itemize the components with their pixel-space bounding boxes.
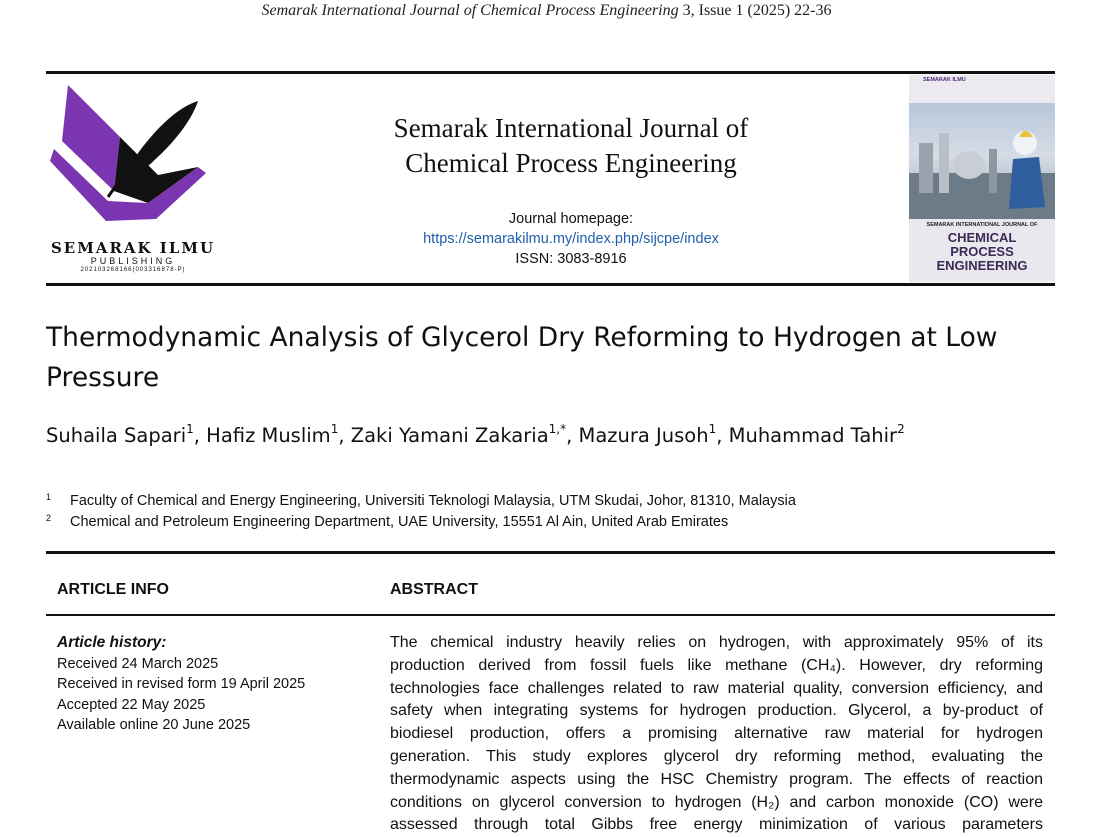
masthead-bottom-rule xyxy=(46,283,1055,286)
author-sep: , xyxy=(338,424,351,447)
abstract-heading: ABSTRACT xyxy=(390,581,478,598)
journal-title-line2: Chemical Process Engineering xyxy=(405,148,737,178)
author-sep: , xyxy=(716,424,729,447)
history-entry: Received in revised form 19 April 2025 xyxy=(57,676,306,692)
masthead-top-rule xyxy=(46,71,1055,74)
article-history-label: Article history: xyxy=(57,634,167,651)
journal-title xyxy=(346,111,796,181)
author-affil-mark: 1,* xyxy=(548,422,567,436)
author-sep: , xyxy=(566,424,579,447)
publisher-sub: PUBLISHING xyxy=(90,256,176,266)
affiliation xyxy=(46,492,796,509)
cover-title-line1: CHEMICAL xyxy=(947,230,1017,245)
author-affil-mark: 1 xyxy=(186,422,194,436)
cover-title-line3: ENGINEERING xyxy=(936,258,1028,273)
affiliation-text: Faculty of Chemical and Energy Engineering, Universiti Teknologi Malaysia, UTM Skudai, Johor, 81310, Malaysia xyxy=(70,493,796,509)
article-history xyxy=(57,633,347,736)
running-head-citation: 3, Issue 1 (2025) 22-36 xyxy=(678,2,832,19)
affiliation-number: 1 xyxy=(46,492,52,502)
homepage-link[interactable]: https://semarakilmu.my/index.php/sijcpe/index xyxy=(423,231,719,247)
author-name: Mazura Jusoh xyxy=(578,424,709,447)
homepage-label: Journal homepage: xyxy=(508,211,634,227)
publisher-logo xyxy=(48,79,218,279)
author-affil-mark: 1 xyxy=(708,422,717,436)
affiliation xyxy=(46,513,728,530)
refinery-photo-icon xyxy=(909,103,1055,219)
abstract-line: assessed through total Gibbs free energy minimization of various parameters xyxy=(390,816,1043,834)
author-list xyxy=(46,424,905,447)
section-header-rule xyxy=(46,614,1055,616)
section-top-rule xyxy=(46,551,1055,554)
author-affil-mark: 1 xyxy=(330,422,339,436)
abstract-line: production derived from fossil fuels like methane (CH₄). However, dry reforming xyxy=(390,656,1043,674)
paper-title-line1: Thermodynamic Analysis of Glycerol Dry Reforming to Hydrogen at Low xyxy=(46,322,998,353)
abstract-line: generation. This study explores glycerol dry reforming method, evaluating the xyxy=(390,747,1043,765)
history-entry: Available online 20 June 2025 xyxy=(57,717,251,733)
journal-info xyxy=(346,209,796,269)
cover-title xyxy=(909,231,1055,273)
abstract-line: conditions on glycerol conversion to hydrogen (H₂) and carbon monoxide (CO) were xyxy=(390,793,1043,811)
issn: ISSN: 3083-8916 xyxy=(515,251,627,267)
cover-publisher: SEMARAK ILMU xyxy=(923,77,966,83)
cover-photo xyxy=(909,103,1055,219)
masthead xyxy=(46,75,1055,284)
author-name: Suhaila Sapari xyxy=(46,424,187,447)
affiliation-text: Chemical and Petroleum Engineering Department, UAE University, 15551 Al Ain, United Arab Emirates xyxy=(70,514,729,530)
author-affil-mark: 2 xyxy=(897,422,905,436)
running-head-journal: Semarak International Journal of Chemical Process Engineering xyxy=(261,2,679,19)
history-entry: Accepted 22 May 2025 xyxy=(57,696,206,713)
cover-title-line2: PROCESS xyxy=(950,244,1014,259)
paper-title-line2: Pressure xyxy=(46,362,160,393)
abstract-body xyxy=(390,632,1043,837)
journal-title-line1: Semarak International Journal of xyxy=(393,113,749,143)
cover-subtitle: SEMARAK INTERNATIONAL JOURNAL OF xyxy=(926,222,1038,228)
abstract-line: thermodynamic aspects using the HSC Chemistry program. The effects of reaction xyxy=(390,770,1043,788)
publisher-reg: 202103268166(003316878-P) xyxy=(80,267,186,273)
author-name: Muhammad Tahir xyxy=(728,424,898,447)
abstract-line: safety when integrating systems for hydrogen production. Glycerol, a by-product of xyxy=(390,702,1043,720)
abstract-line: biodiesel production, offers a promising alternative raw material for hydrogen xyxy=(390,725,1043,743)
publisher-name: SEMARAK ILMU xyxy=(50,239,216,257)
book-quill-icon xyxy=(48,79,218,239)
author-sep: , xyxy=(193,424,207,447)
abstract-line: technologies face challenges related to raw material quality, conversion efficiency, and xyxy=(390,679,1043,697)
affiliation-number: 2 xyxy=(46,513,52,523)
history-entry: Received 24 March 2025 xyxy=(57,655,219,672)
author-name: Zaki Yamani Zakaria xyxy=(350,424,549,447)
abstract-line: The chemical industry heavily relies on hydrogen, with approximately 95% of its xyxy=(390,634,1043,651)
paper-title xyxy=(46,318,1055,398)
journal-cover-image xyxy=(909,75,1055,282)
article-info-heading: ARTICLE INFO xyxy=(57,581,169,598)
author-name: Hafiz Muslim xyxy=(206,424,331,447)
running-head xyxy=(0,2,1093,20)
